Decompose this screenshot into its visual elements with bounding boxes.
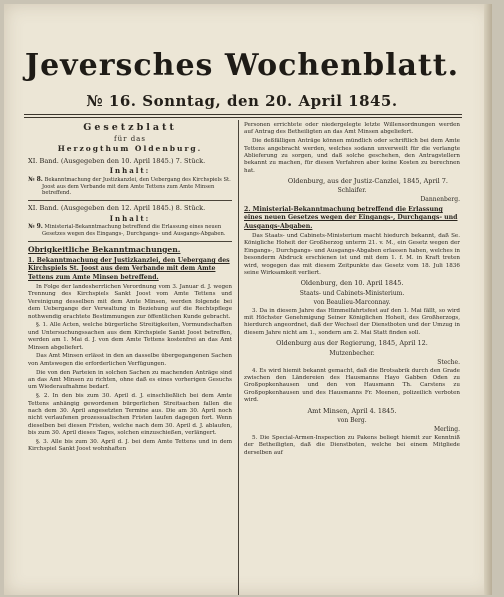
- notice-heading: 2. Ministerial-Bekanntmachung betreffend die Erlassung eines neuen Gesetzes wegen der Eingangs-, Durchgangs- und Ausgangs-Abgaben.: [244, 206, 458, 230]
- paragraph: Die deßfälligen Anträge können mündlich oder schriftlich bei dem Amte Tettens angebracht werden, welches sodann unverweilt für die verlangte Ablieferung zu sorgen, und daß solche geschehen, den Antragstellern bekannt zu machen, für diesen Verfahren aber keine Kosten zu berechnen hat.: [244, 138, 460, 174]
- band-line: XI. Band. (Ausgegeben den 12. April 1845.) 8. Stück.: [28, 204, 206, 213]
- header-rule: [24, 114, 462, 115]
- contents-entry: [28, 176, 232, 198]
- signature: Mutzenbecher.: [329, 349, 375, 357]
- gesetzblatt-region: Herzogthum Oldenburg.: [57, 143, 203, 153]
- paragraph: In Folge der landesherrlichen Verordnung vom 3. Januar d. J. wegen Trennung des Kirchspiels Sankt Joost vom Amte Tettens und Vereinigung desselben mit dem Amte Minsen, werden folgende bei dem Uebergange der Verwaltung in Beziehung auf die Rechtspflege nothwendig erachtete Bestimmungen zur öffentlichen Kunde gebracht.: [28, 284, 232, 320]
- divider: [28, 241, 232, 242]
- paragraph: Die von den Parteien in solchen Sachen zu machenden Anträge sind an das Amt Minsen zu richten, ohne daß es eines vorherigen Gesuchs um Wiederaufnahme bedarf.: [28, 369, 232, 391]
- paragraph: §. 3. Alle bis zum 30. April d. J. bei dem Amte Tettens und in dem Kirchspiel Sankt Joost wohnhaften: [28, 439, 232, 453]
- entry-text: Bekanntmachung der Justizkanzlei, den Uebergang des Kirchspiels St. Joost aus dem Verbande mit dem Amte Tettens zum Amte Minsen betreffend.: [42, 176, 231, 197]
- newspaper-page: [4, 4, 492, 595]
- paragraph: 3. Da in diesem Jahre das Himmelfahrtsfest auf den 1. Mai fällt, so wird mit Höchster Genehmigung Seiner Königlichen Hoheit, des Großherzogs, hierdurch angeordnet, daß der Wechsel der Dienstboten und der Umzug in diesem Jahre nicht am 1., sondern am 2. Mai Statt finden soll.: [244, 307, 460, 336]
- inhalt-heading: Inhalt:: [109, 213, 151, 223]
- band-line: XI. Band. (Ausgegeben den 10. April 1845.) 7. Stück.: [28, 156, 206, 165]
- place-date: Oldenburg aus der Regierung, 1845, April 12.: [276, 339, 428, 348]
- issue-day: Sonntag,: [142, 92, 222, 110]
- gesetzblatt-title: Gesetzblatt: [83, 122, 177, 133]
- paragraph: §. 1. Alle Acten, welche bürgerliche Streitigkeiten, Vormundschaften und Untersuchungssachen aus dem Kirchspiele Sankt Joost betreffen, werden am 1. Mai d. J. von dem Amte Tettens kostenfrei an das Amt Minsen abgeliefert.: [28, 322, 232, 351]
- column-divider: [238, 120, 239, 595]
- masthead-title: Jeversches Wochenblatt.: [24, 48, 460, 83]
- section-title: Obrigkeitliche Bekanntmachungen.: [28, 244, 181, 254]
- left-column: [28, 122, 232, 455]
- ministry-line: Staats- und Cabinets-Ministerium.: [299, 289, 405, 297]
- paragraph: 4. Es wird hiemit bekannt gemacht, daß die Brotsabrik durch den Grade zwischen den Ländereien des Hausmanns Hayo Gabben Oden zu Großpopkenhausen und den von Hausmann Th. Carstens zu Großpopkenhausen und des Hausmanns Fr. Meenen, polizeilich verboten wird.: [244, 367, 460, 404]
- paragraph: Das Staats- und Cabinets-Ministerium macht hiedurch bekannt, daß Se. Königliche Hoheit der Großherzog unterm 21. v. M., ein Gesetz wegen der Eingangs-, Durchgangs- und Ausgangs-Abgaben erlassen haben, welches in besonderm Abdruck erschienen ist und mit dem 1. f. M. in Kraft treten wird, wogegen das mit diesem Zeitpunkte das Gesetz vom 18. Juli 1836 seine Wirksamkeit verliert.: [244, 233, 460, 276]
- issue-date: den 20. April 1845.: [227, 92, 398, 110]
- contents-entry: [28, 223, 232, 238]
- divider: [28, 200, 232, 201]
- inhalt-heading: Inhalt:: [109, 166, 151, 176]
- right-column: [244, 122, 460, 459]
- paragraph: Das Amt Minsen erlässt in den an dasselbe übergegangenen Sachen von Amtswegen die erforderlichen Verfügungen.: [28, 353, 232, 367]
- signature: Dannenberg.: [420, 196, 460, 204]
- entry-text: Ministerial-Bekanntmachung betreffend die Erlassung eines neuen Gesetzes wegen des Eingangs-, Durchgangs- und Ausgangs-Abgaben.: [42, 224, 226, 238]
- paragraph: §. 2. In den bis zum 30. April d. J. einschließlich bei dem Amte Tettens anhängig gewordenen bürgerlichen Streitsachen fallen die nach dem 30. April angesetzten Termine aus. Die am 30. April noch nicht verlaufenen prozessualischen Fristen laufen dagegen fort. Wenn dieselben bei diesen Fristen, welche nach dem 30. April d. J. ablaufen, bis zum 30. April dieses Tages, solchen einzuschießen, verlängert.: [28, 393, 232, 437]
- signature: Merling.: [433, 425, 460, 433]
- entry-number: № 9.: [28, 223, 43, 231]
- paragraph: 5. Die Special-Armen-Inspection zu Pakens beliegt hiemit zur Kenntniß der Betheiligten, daß die Dienstboten, welche bei einem Mitgliede derselben auf: [244, 434, 460, 456]
- gesetzblatt-sub: für das: [114, 134, 146, 143]
- place-date: Amt Minsen, April 4. 1845.: [307, 406, 397, 415]
- issue-number: № 16.: [86, 92, 137, 110]
- signature: Steche.: [437, 358, 460, 366]
- page-spine: [484, 4, 492, 595]
- signature: von Beaulieu-Marconnay.: [313, 298, 391, 306]
- paragraph: Personen errichtete oder niedergelegte letzte Willensordnungen werden auf Antrag des Betheiligten an das Amt Minsen abgeliefert.: [244, 122, 460, 136]
- place-date: Oldenburg, den 10. April 1845.: [300, 279, 404, 288]
- place-date: Oldenburg, aus der Justiz-Canzlei, 1845, April 7.: [287, 176, 448, 185]
- signature: Schlaifer.: [337, 187, 367, 195]
- issue-line: [22, 92, 462, 110]
- notice-heading: 1. Bekanntmachung der Justizkanzlei, den Uebergang des Kirchspiels St. Joost aus dem Verbande mit dem Amte Tettens zum Amte Minsen betreffend.: [28, 256, 230, 281]
- header-rule: [24, 117, 462, 118]
- entry-number: № 8.: [28, 175, 43, 183]
- signature: von Berg.: [337, 417, 367, 425]
